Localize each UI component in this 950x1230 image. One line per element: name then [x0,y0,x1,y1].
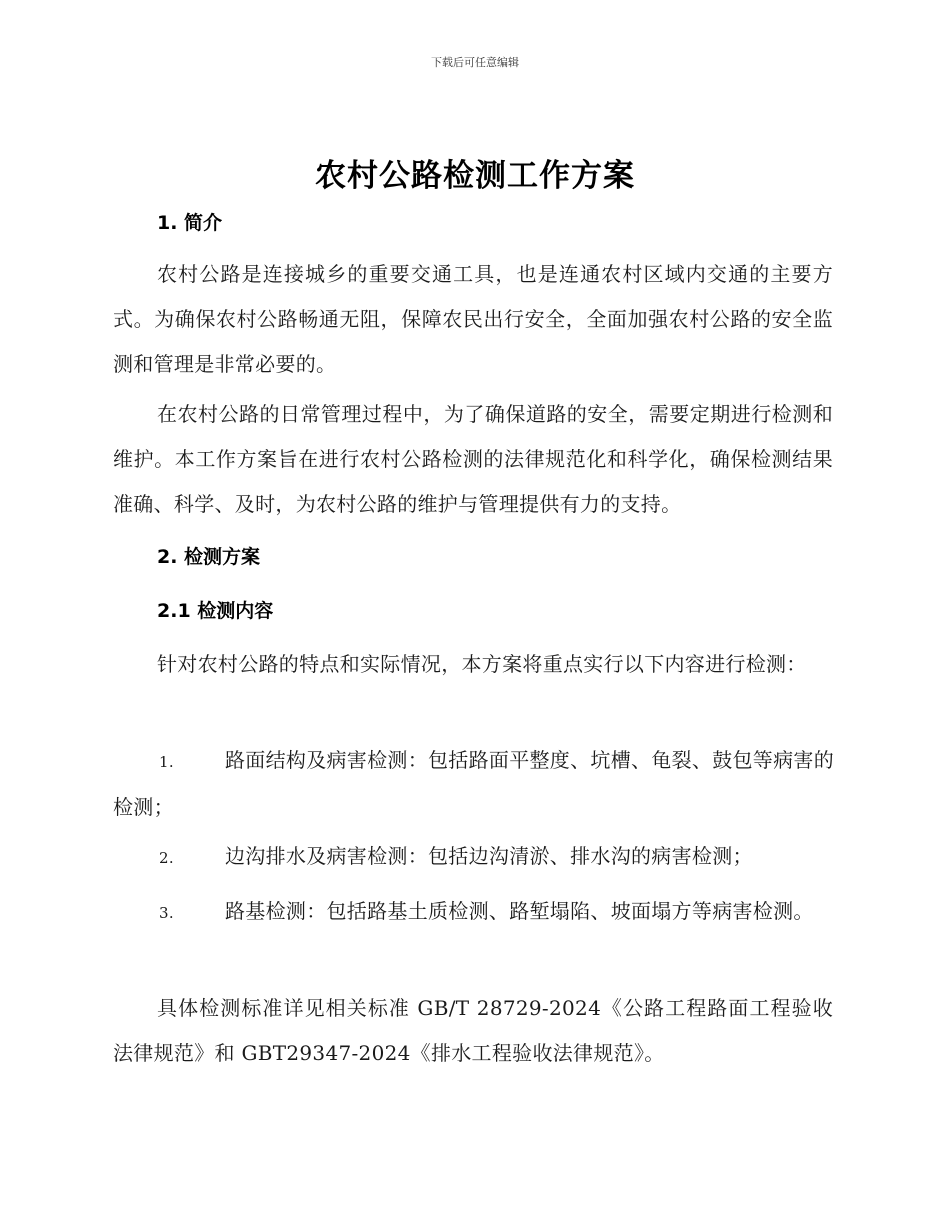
list-item-text: 路基检测：包括路基土质检测、路堑塌陷、坡面塌方等病害检测。 [225,899,814,923]
section-2-1-intro: 针对农村公路的特点和实际情况，本方案将重点实行以下内容进行检测： [157,652,807,676]
section-2-1-heading: 2.1 检测内容 [157,600,274,622]
section-2-heading: 2. 检测方案 [157,546,261,568]
section-1-paragraph-1: 农村公路是连接城乡的重要交通工具，也是连通农村区域内交通的主要方式。为确保农村公路畅通无阻，保障农民出行安全，全面加强农村公路的安全监测和管理是非常必要的。 [113,262,833,376]
list-item: 2. 边沟排水及病害检测：包括边沟清淤、排水沟的病害检测； [159,844,753,868]
list-item: 3. 路基检测：包括路基土质检测、路堑塌陷、坡面塌方等病害检测。 [159,899,814,923]
section-1-paragraph-2: 在农村公路的日常管理过程中，为了确保道路的安全，需要定期进行检测和维护。本工作方案旨在进行农村公路检测的法律规范化和科学化，确保检测结果准确、科学、及时，为农村公路的维护与管理提供有力的支持。 [113,402,833,516]
list-item-text: 边沟排水及病害检测：包括边沟清淤、排水沟的病害检测； [225,844,753,868]
list-item-text: 路面结构及病害检测：包括路面平整度、坑槽、龟裂、鼓包等病害的检测； [113,748,834,819]
document-title: 农村公路检测工作方案 [315,158,635,194]
section-1-heading: 1. 简介 [157,212,223,234]
section-2-1-standards: 具体检测标准详见相关标准 GB/T 28729-2024《公路工程路面工程验收法律规范》和 GBT29347-2024《排水工程验收法律规范》。 [113,996,833,1065]
list-item: 1. 路面结构及病害检测：包括路面平整度、坑槽、龟裂、鼓包等病害的检测； [113,748,834,819]
header-note: 下载后可任意编辑 [431,56,519,69]
